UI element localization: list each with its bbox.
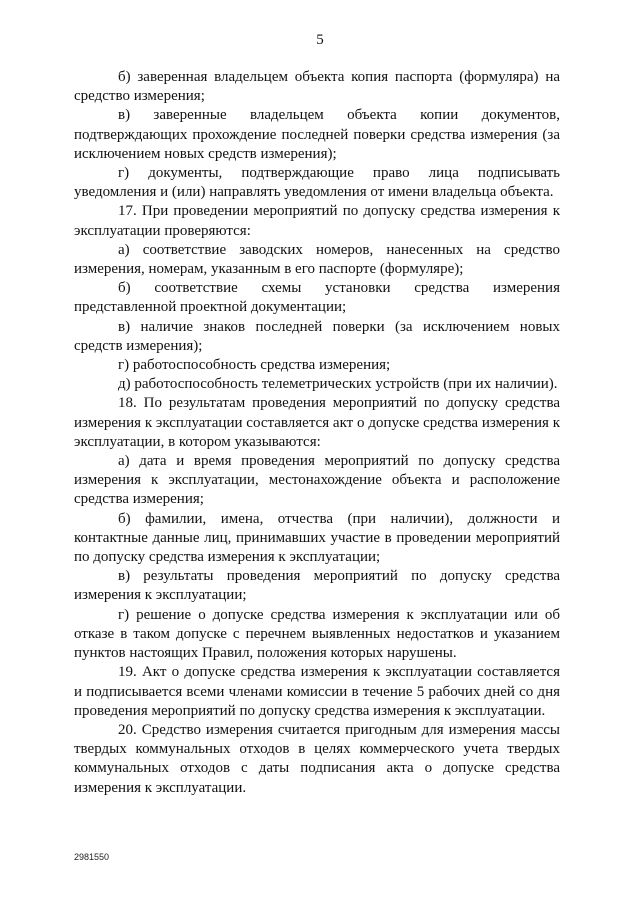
- paragraph-6g-authority-docs: г) документы, подтверждающие право лица подписывать уведомления и (или) направлять уведомления от имени владельца объекта.: [74, 165, 560, 201]
- paragraph-18a: а) дата и время проведения мероприятий по допуску средства измерения к эксплуатации, местонахождение объекта и расположение средства измерения;: [74, 453, 560, 508]
- paragraph-6b-passport-copy: б) заверенная владельцем объекта копия паспорта (формуляра) на средство измерения;: [74, 69, 560, 105]
- page-number: 5: [316, 32, 324, 48]
- paragraph-17b: б) соответствие схемы установки средства измерения представленной проектной документации;: [74, 280, 560, 316]
- paragraph-17g: г) работоспособность средства измерения;: [118, 357, 391, 374]
- document-body: [74, 68, 560, 798]
- paragraph-18v: в) результаты проведения мероприятий по допуску средства измерения к эксплуатации;: [74, 568, 560, 604]
- paragraph-6v-verification-docs: в) заверенные владельцем объекта копии документов, подтверждающих прохождение последней поверки средства измерения (за исключением новых средств измерения);: [74, 107, 560, 162]
- paragraph-17d: д) работоспособность телеметрических устройств (при их наличии).: [118, 376, 558, 393]
- paragraph-20: 20. Средство измерения считается пригодным для измерения массы твердых коммунальных отходов в целях коммерческого учета твердых коммунальных отходов с даты подписания акта о допуске средства измерения к эксплуатации.: [74, 721, 560, 796]
- document-id: 2981550: [74, 852, 110, 862]
- paragraph-18: 18. По результатам проведения мероприятий по допуску средства измерения к эксплуатации составляется акт о допуске средства измерения к эксплуатации, в котором указываются:: [74, 395, 560, 450]
- paragraph-17: 17. При проведении мероприятий по допуску средства измерения к эксплуатации проверяются:: [74, 203, 560, 239]
- paragraph-19: 19. Акт о допуске средства измерения к эксплуатации составляется и подписывается всеми членами комиссии в течение 5 рабочих дней со дня проведения мероприятий по допуску средства измерения к эксплуатации.: [74, 664, 560, 719]
- paragraph-18g: г) решение о допуске средства измерения к эксплуатации или об отказе в таком допуске с перечнем выявленных недостатков и указанием пунктов настоящих Правил, положения которых нарушены.: [74, 606, 560, 662]
- paragraph-18b: б) фамилии, имена, отчества (при наличии), должности и контактные данные лиц, принимавших участие в проведении мероприятий по допуску средства измерения к эксплуатации;: [74, 510, 560, 566]
- paragraph-17v: в) наличие знаков последней поверки (за исключением новых средств измерения);: [74, 318, 560, 354]
- paragraph-17a: а) соответствие заводских номеров, нанесенных на средство измерения, номерам, указанным в его паспорте (формуляре);: [74, 241, 560, 278]
